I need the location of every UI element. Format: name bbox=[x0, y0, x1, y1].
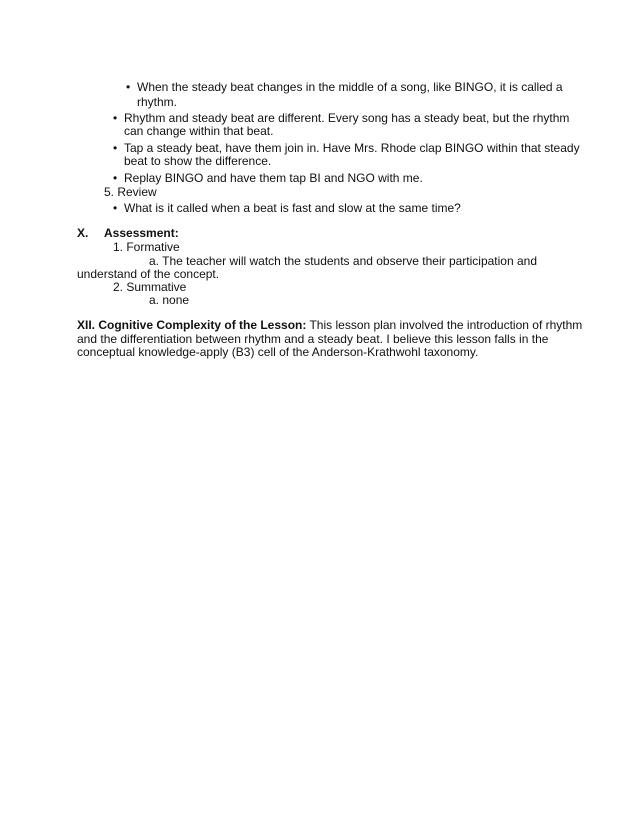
bullet-1-line-2: can change within that beat. bbox=[124, 124, 274, 138]
review-question: What is it called when a beat is fast and slow at the same time? bbox=[124, 201, 461, 215]
review-label: 5. Review bbox=[104, 185, 157, 199]
bullet-2-line-1: Tap a steady beat, have them join in. Have Mrs. Rhode clap BINGO within that steady bbox=[124, 141, 580, 155]
bullet-marker: • bbox=[126, 80, 131, 94]
formative-item-line-2: understand of the concept. bbox=[77, 267, 220, 281]
complexity-heading: XII. Cognitive Complexity of the Lesson: bbox=[77, 318, 307, 332]
sub-bullet-line-1: When the steady beat changes in the middle of a song, like BINGO, it is called a bbox=[137, 80, 563, 94]
complexity-line-3: conceptual knowledge-apply (B3) cell of the Anderson-Krathwohl taxonomy. bbox=[77, 345, 479, 359]
complexity-line-1 bbox=[77, 318, 582, 333]
formative-item-line-1: a. The teacher will watch the students and observe their participation and bbox=[149, 254, 538, 268]
complexity-line-1-text: This lesson plan involved the introduction of rhythm bbox=[306, 318, 583, 332]
bullet-3-line-1: Replay BINGO and have them tap BI and NGO with me. bbox=[124, 171, 423, 185]
complexity-line-2: and the differentiation between rhythm and a steady beat. I believe this lesson falls in the bbox=[77, 332, 549, 346]
bullet-marker: • bbox=[113, 201, 118, 215]
summative-label: 2. Summative bbox=[113, 280, 187, 294]
bullet-marker: • bbox=[113, 111, 118, 125]
bullet-2-line-2: beat to show the difference. bbox=[124, 154, 272, 168]
assessment-heading: Assessment: bbox=[104, 226, 179, 240]
formative-label: 1. Formative bbox=[113, 240, 180, 254]
bullet-marker: • bbox=[113, 171, 118, 185]
sub-bullet-line-2: rhythm. bbox=[137, 95, 178, 109]
summative-item: a. none bbox=[149, 293, 190, 307]
assessment-heading-number: X. bbox=[77, 226, 89, 240]
bullet-1-line-1: Rhythm and steady beat are different. Every song has a steady beat, but the rhythm bbox=[124, 111, 570, 125]
bullet-marker: • bbox=[113, 141, 118, 155]
